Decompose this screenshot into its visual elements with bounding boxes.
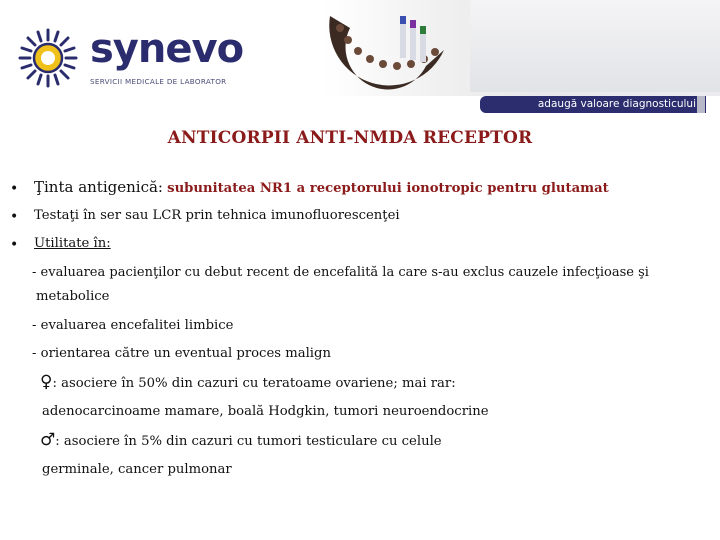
brand-name: synevo [90,26,244,72]
header-banner [0,0,720,120]
male-association-line [40,430,442,450]
ribbon-tip [697,96,705,113]
page-title: ANTICORPII ANTI-NMDA RECEPTOR [167,128,533,148]
female-association-line [40,372,456,392]
bullet-method: Testaţi în ser sau LCR prin tehnica imunofluorescenţei [34,208,400,223]
utility-line-3: - orientarea către un eventual proces malign [32,346,331,361]
slogan-text: adaugă valoare diagnosticului [537,98,696,110]
target-label: Ţinta antigenică: [34,178,163,196]
female-symbol-icon: ♀ [40,372,53,392]
brand-tagline: SERVICII MEDICALE DE LABORATOR [90,77,227,86]
target-value: subunitatea NR1 a receptorului ionotropic pentru glutamat [167,181,609,196]
bullet-marker: • [10,237,19,253]
utility-label: Utilitate în: [34,236,111,251]
female-association-a: : asociere în 50% din cazuri cu teratoame ovariene; mai rar: [52,376,456,391]
bullet-target [34,178,609,196]
lab-bench-image [470,0,720,92]
utility-line-2: - evaluarea encefalitei limbice [32,318,234,333]
female-association-b: adenocarcinoame mamare, boală Hodgkin, tumori neuroendocrine [42,404,489,419]
utility-line-1a: - evaluarea pacienţilor cu debut recent de encefalită la care s-au exclus cauzele infecţioase şi [32,265,649,280]
male-association-a: : asociere în 5% din cazuri cu tumori testiculare cu celule [55,434,442,449]
male-symbol-icon: ♂ [40,430,56,450]
utility-line-1b: metabolice [36,289,110,304]
bullet-marker: • [10,209,19,225]
bullet-marker: • [10,181,19,197]
male-association-b: germinale, cancer pulmonar [42,462,232,477]
synevo-sun-logo-icon [14,24,82,92]
sample-tray-image [322,6,452,94]
slogan-ribbon [480,96,706,113]
